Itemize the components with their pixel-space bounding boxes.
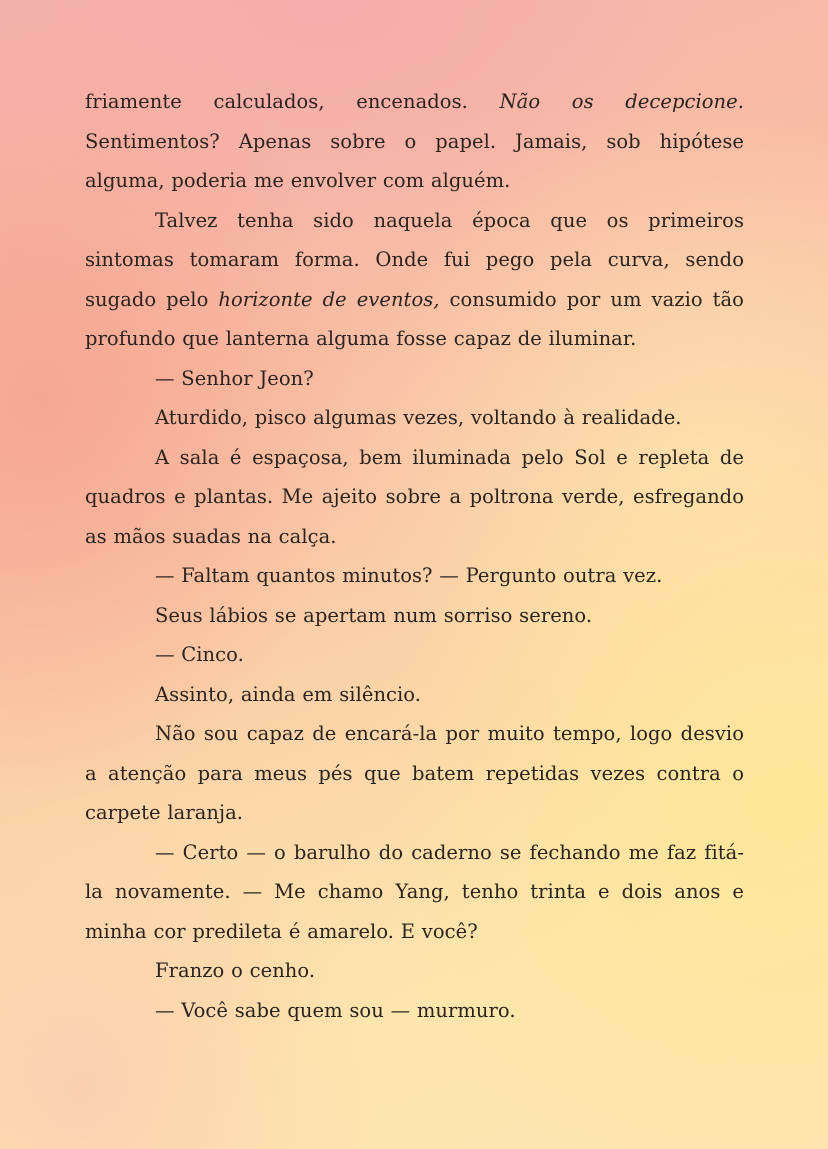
text-run: consumido por um vazio tão profundo que lanterna alguma fosse capaz de iluminar. (85, 287, 744, 350)
page-text-block (85, 82, 744, 1030)
text-run: Sentimentos? Apenas sobre o papel. Jamais, sob hipótese alguma, poderia me envolver com alguém. (85, 129, 744, 192)
text-run: — Faltam quantos minutos? — Pergunto outra vez. (155, 564, 663, 587)
paragraph (85, 201, 744, 359)
text-run: Aturdido, pisco algumas vezes, voltando à realidade. (155, 406, 682, 429)
italic-text-run: horizonte de eventos, (218, 287, 440, 311)
text-run: A sala é espaçosa, bem iluminada pelo Sol e repleta de quadros e plantas. Me ajeito sobre a poltrona verde, esfregando as mãos suadas na calça. (85, 445, 744, 548)
paragraph (85, 359, 744, 399)
paragraph (85, 82, 744, 201)
paragraph (85, 556, 744, 596)
text-run: Não sou capaz de encará-la por muito tempo, logo desvio a atenção para meus pés que batem repetidas vezes contra o carpete laranja. (85, 722, 744, 824)
paragraph (85, 833, 744, 952)
text-run: — Cinco. (155, 643, 244, 666)
text-run: Assinto, ainda em silêncio. (155, 682, 422, 706)
paragraph (85, 398, 744, 438)
paragraph (85, 714, 744, 833)
paragraph (85, 991, 744, 1031)
text-run: Franzo o cenho. (155, 959, 316, 982)
text-run: friamente calculados, encenados. (85, 90, 500, 113)
paragraph (85, 675, 744, 715)
paragraph (85, 635, 744, 675)
text-run: Talvez tenha sido naquela época que os primeiros sintomas tomaram forma. Onde fui pego pela curva, sendo sugado pelo (85, 208, 744, 311)
paragraph (85, 596, 744, 636)
text-run: Seus lábios se apertam num sorriso sereno. (155, 603, 593, 627)
text-run: — Senhor Jeon? (155, 366, 314, 390)
text-run: — Certo — o barulho do caderno se fechando me faz fitá-la novamente. — Me chamo Yang, tenho trinta e dois anos e minha cor predileta é amarelo. E você? (85, 840, 744, 943)
paragraph (85, 951, 744, 991)
italic-text-run: Não os decepcione. (499, 90, 745, 113)
paragraph (85, 438, 744, 557)
text-run: — Você sabe quem sou — murmuro. (155, 998, 516, 1022)
